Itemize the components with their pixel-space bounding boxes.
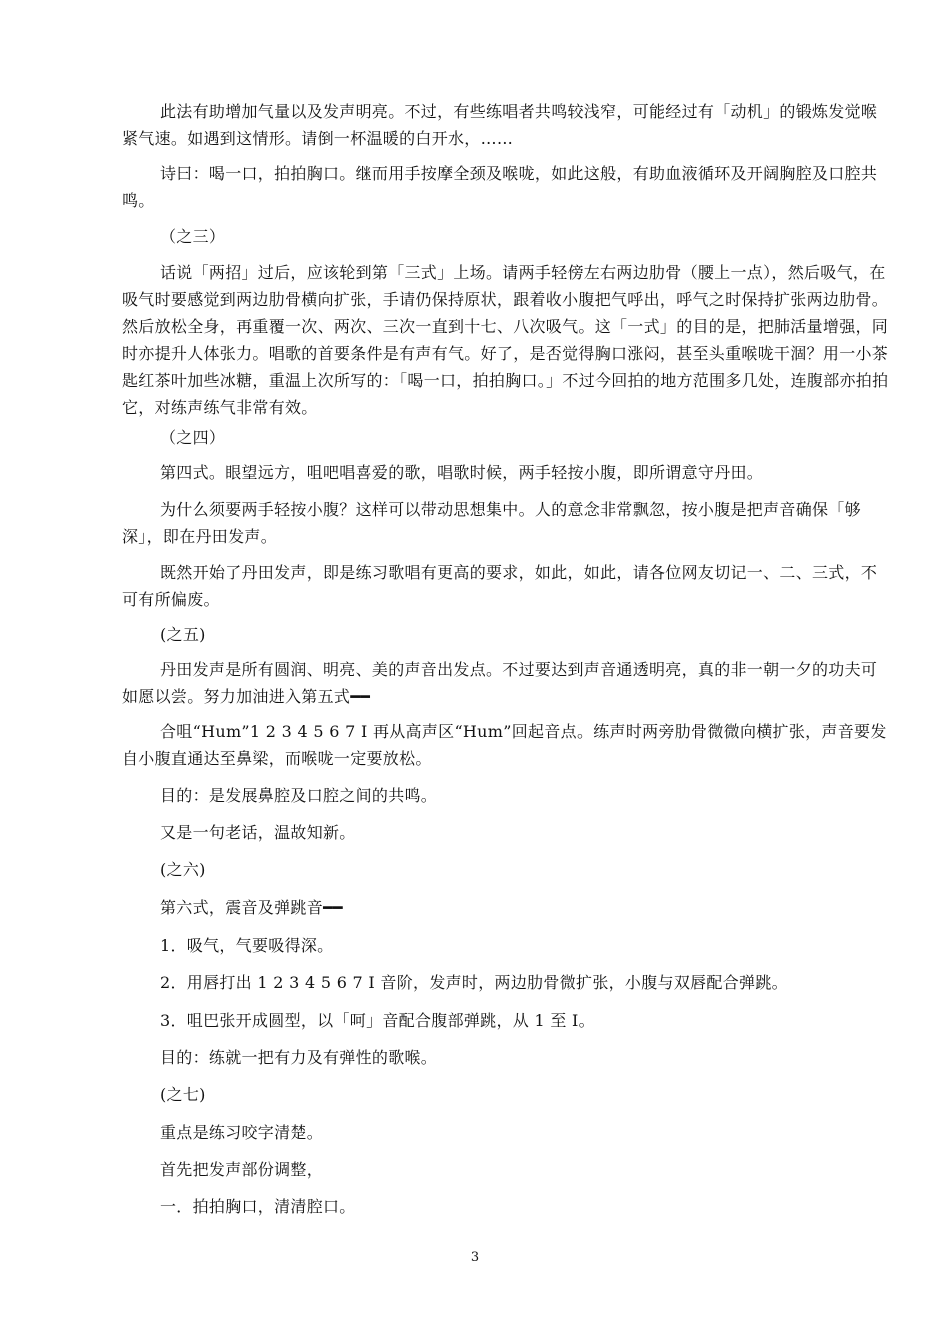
paragraph-11: 第六式，震音及弹跳音━━ [160,898,343,917]
section-heading-5: (之五) [160,625,206,644]
paragraph-8: 合咀“Hum”1 2 3 4 5 6 7 I 再从高声区“Hum”回起音点。练声时两旁肋骨微微向横扩张，声音要发自小腹直通达至鼻梁，而喉咙一定要放松。 [122,722,887,768]
list-item-3: 3．咀巴张开成圆型，以「呵」音配合腹部弹跳，从 1 至 I。 [160,1011,595,1030]
section-heading-6: (之六) [160,860,206,879]
paragraph-10: 又是一句老话，温故知新。 [160,823,356,842]
paragraph-1: 此法有助增加气量以及发声明亮。不过，有些练唱者共鸣较浅窄，可能经过有「动机」的锻炼发觉喉紧气速。如遇到这情形。请倒一杯温暖的白开水，…… [122,102,878,148]
paragraph-14: 首先把发声部份调整， [160,1160,324,1179]
paragraph-12: 目的：练就一把有力及有弹性的歌喉。 [160,1048,438,1067]
paragraph-3: 话说「两招」过后，应该轮到第「三式」上场。请两手轻傍左右两边肋骨（腰上一点），然后吸气，在吸气时要感觉到两边肋骨横向扩张，手请仍保持原状，跟着收小腹把气呼出，呼气之时保持扩张两边肋骨。然后放松全身，再重覆一次、两次、三次一直到十七、八次吸气。这「一式」的目的是，把肺活量增强，同时亦提升人体张力。唱歌的首要条件是有声有气。好了，是否觉得胸口涨闷，甚至头重喉咙干涸？用一小茶匙红茶叶加些冰糖，重温上次所写的：「喝一口，拍拍胸口。」不过今回拍的地方范围多几处，连腹部亦拍拍它，对练声练气非常有效。 [122,263,889,417]
section-heading-4: （之四） [160,428,226,447]
list-item-2: 2．用唇打出 1 2 3 4 5 6 7 I 音阶，发声时，两边肋骨微扩张，小腹与双唇配合弹跳。 [160,973,788,992]
paragraph-9: 目的：是发展鼻腔及口腔之间的共鸣。 [160,786,438,805]
section-heading-7: (之七) [160,1085,206,1104]
page-number: 3 [470,1250,480,1265]
paragraph-7: 丹田发声是所有圆润、明亮、美的声音出发点。不过要达到声音通透明亮，真的非一朝一夕的功夫可如愿以尝。努力加油进入第五式━━ [122,660,878,706]
paragraph-2: 诗曰：喝一口，拍拍胸口。继而用手按摩全颈及喉咙，如此这般，有助血液循环及开阔胸腔及口腔共鸣。 [122,164,878,210]
paragraph-6: 既然开始了丹田发声，即是练习歌唱有更高的要求，如此，如此，请各位网友切记一、二、三式，不可有所偏废。 [122,563,878,609]
paragraph-4: 第四式。眼望远方，咀吧唱喜爱的歌，唱歌时候，两手轻按小腹，即所谓意守丹田。 [160,463,764,482]
paragraph-13: 重点是练习咬字清楚。 [160,1123,324,1142]
paragraph-5: 为什么须要两手轻按小腹？这样可以带动思想集中。人的意念非常飘忽，按小腹是把声音确保「够深」，即在丹田发声。 [122,500,861,546]
list-item-1: 1．吸气，气要吸得深。 [160,936,334,955]
paragraph-15: 一．拍拍胸口，清清腔口。 [160,1197,356,1216]
section-heading-3: （之三） [160,227,226,246]
